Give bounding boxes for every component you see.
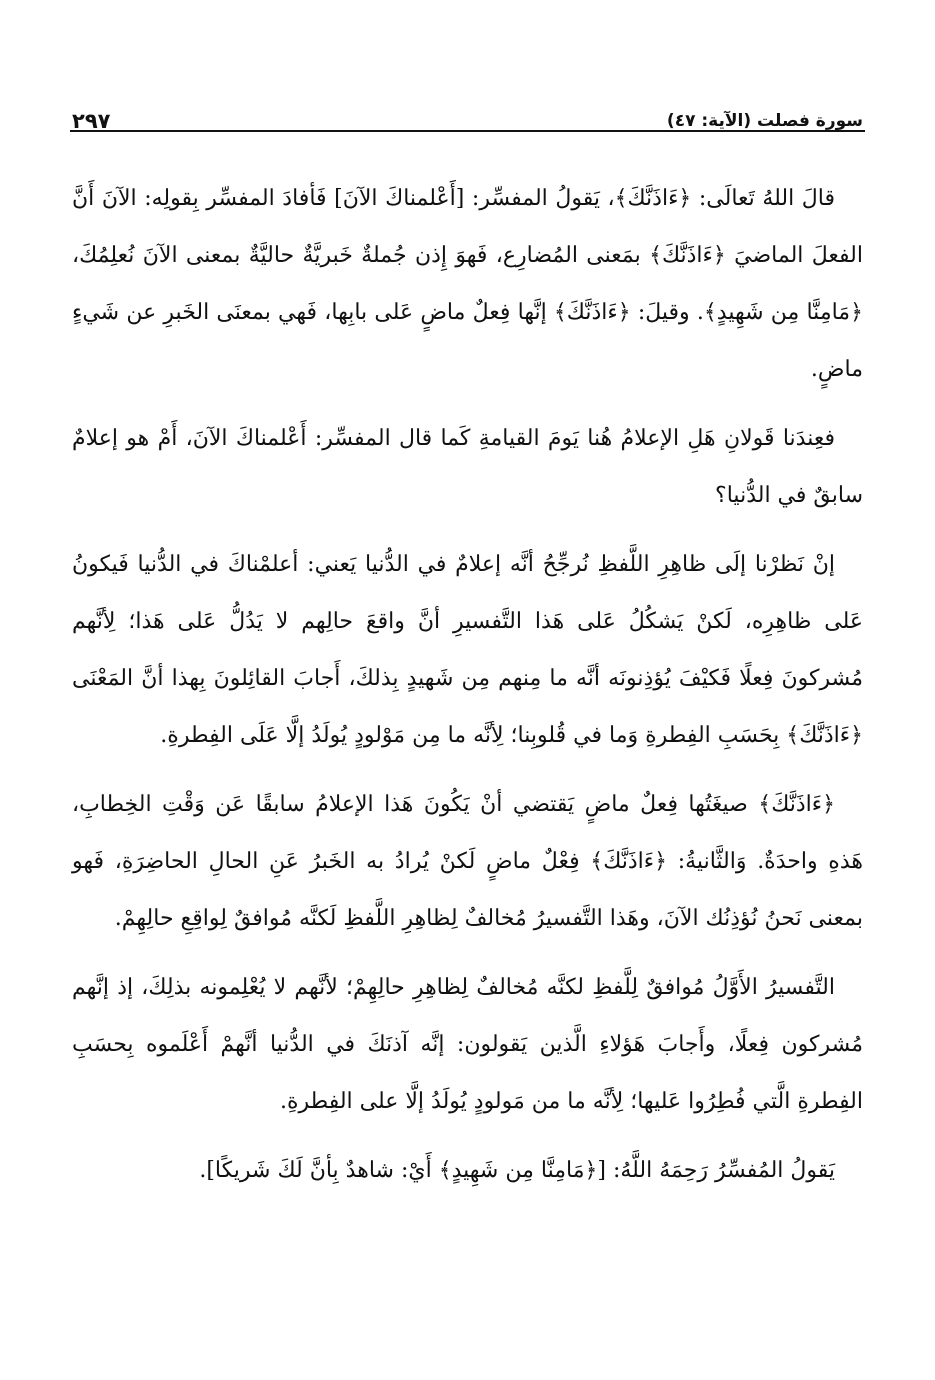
page-header [72, 92, 863, 132]
page-number: ٢٩٧ [72, 109, 111, 133]
paragraph-6: يَقولُ المُفسِّرُ رَحِمَهُ اللَّهُ: [﴿مَامِنَّا مِن شَهِيدٍ﴾ أَيْ: شاهدٌ بِأنَّ لَكَ شَريكًا]. [199, 1158, 835, 1183]
paragraph-5: التَّفسيرُ الأَوَّلُ مُوافقٌ لِلَّفظِ لكنَّه مُخالفٌ لِظاهِرِ حالِهِمْ؛ لأنَّهم لا يُعْلِمونه بذلِكَ، إذ إنَّهم مُشركون فِعلًا، وأَجابَ هَؤلاءِ الَّذين يَقولون: إنَّه آذنَكَ في الدُّنيا أنَّهمْ أَعْلَموه بِحسَبِ الفِطرةِ الَّتي فُطِرُوا عَليها؛ لِأنَّه ما من مَولودٍ يُولَدُ إلَّا على الفِطرةِ. [72, 975, 863, 1114]
running-title: سورة فصلت (الآية: ٤٧) [666, 111, 863, 131]
header-divider [70, 130, 865, 132]
paragraph-3: إنْ نَظرْنا إلَى ظاهِرِ اللَّفظِ نُرجِّحُ أنَّه إعلامٌ في الدُّنيا يَعني: أعلمْناكَ في الدُّنيا فَيكونُ عَلى ظاهِرِه، لَكنْ يَشكُلُ عَلى هَذا التَّفسيرِ أنَّ واقعَ حالِهم لا يَدُلُّ عَلى هَذا؛ لِأنَّهم مُشركونَ فِعلًا فَكيْفَ يُؤذِنونَه أنَّه ما مِنهم مِن شَهيدٍ بِذلكَ، أَجابَ القائِلونَ بِهذا أنَّ المَعْنَى ﴿ءَاذَنَّكَ﴾ بِحَسَبِ الفِطرةِ وَما في قُلوبِنا؛ لِأنَّه ما مِن مَوْلودٍ يُولَدُ إلَّا عَلَى الفِطرةِ. [72, 552, 863, 748]
paragraph-1: قالَ اللهُ تَعالَى: ﴿ءَاذَنَّكَ﴾، يَقولُ المفسِّر: [أَعْلمناكَ الآنَ] فَأفادَ المفسِّر بِقولِه: الآنَ أَنَّ الفعلَ الماضيَ ﴿ءَاذَنَّكَ﴾ بمَعنى المُضارِع، فَهوَ إِذن جُملةٌ خَبريَّةٌ حاليَّةٌ بمعنى الآنَ نُعلِمُكَ، ﴿مَامِنَّا مِن شَهِيدٍ﴾. وقيلَ: ﴿ءَاذَنَّكَ﴾ إنَّها فِعلٌ ماضٍ عَلى بابِها، فَهي بمعنَى الخَبرِ عن شَيءٍ ماضٍ. [72, 186, 863, 382]
page-body [72, 170, 863, 1320]
paragraph-2: فعِندَنا قَولانِ هَلِ الإعلامُ هُنا يَومَ القيامةِ كَما قال المفسِّر: أَعْلمناكَ الآنَ، أَمْ هو إعلامٌ سابقٌ في الدُّنيا؟ [72, 426, 863, 508]
paragraph-4: ﴿ءَاذَنَّكَ﴾ صيغَتُها فِعلٌ ماضٍ يَقتضي أنْ يَكُونَ هَذا الإعلامُ سابقًا عَن وَقْتِ الخِطابِ، هَذهِ واحدَةٌ. وَالثَّانيةُ: ﴿ءَاذَنَّكَ﴾ فِعْلٌ ماضٍ لَكنْ يُرادُ به الخَبرُ عَنِ الحالِ الحاضِرَةِ، فَهو بمعنى نَحنُ نُؤذِنُك الآنَ، وهَذا التَّفسيرُ مُخالفٌ لِظاهِرِ اللَّفظِ لَكنَّه مُوافقٌ لِواقِعِ حالِهِمْ. [72, 792, 863, 931]
